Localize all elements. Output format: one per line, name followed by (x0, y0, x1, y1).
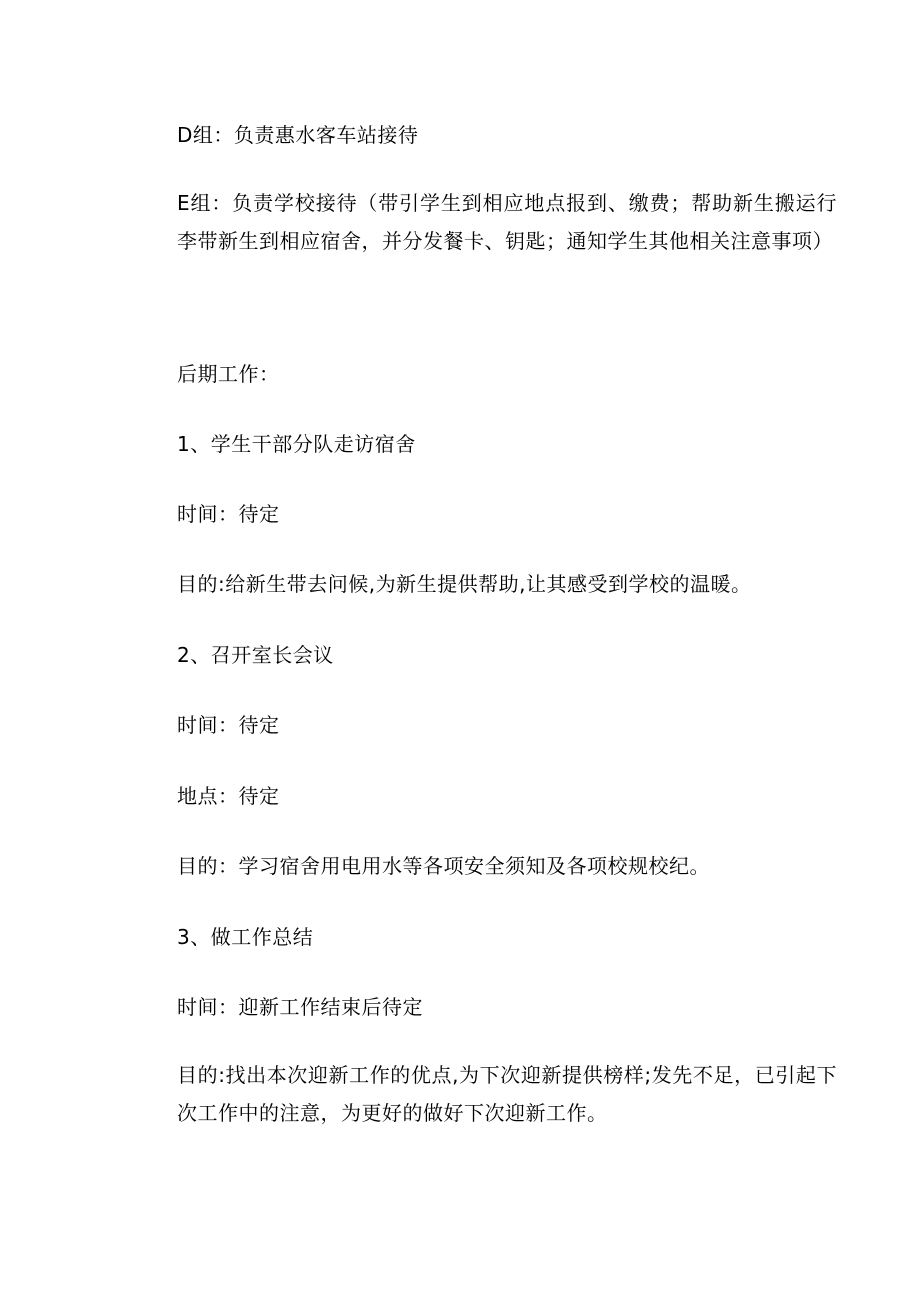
paragraph-group-d: D组：负责惠水客车站接待 (177, 123, 419, 147)
item-2-location: 地点：待定 (177, 784, 280, 808)
item-2-title: 2、召开室长会议 (177, 643, 334, 667)
item-1-purpose: 目的:给新生带去问候,为新生提供帮助,让其感受到学校的温暖。 (177, 572, 752, 596)
item-1-title: 1、学生干部分队走访宿舍 (177, 432, 416, 456)
item-3-title: 3、做工作总结 (177, 925, 314, 949)
section-heading-later-work: 后期工作： (177, 362, 280, 386)
item-2-purpose: 目的：学习宿舍用电用水等各项安全须知及各项校规校纪。 (177, 854, 710, 878)
item-3-purpose: 目的:找出本次迎新工作的优点,为下次迎新提供榜样;发先不足，已引起下次工作中的注意，为更好的做好下次迎新工作。 (177, 1063, 837, 1125)
item-2-time: 时间：待定 (177, 713, 280, 737)
item-1-time: 时间：待定 (177, 502, 280, 526)
paragraph-group-e: E组：负责学校接待（带引学生到相应地点报到、缴费；帮助新生搬运行李带新生到相应宿舍，并分发餐卡、钥匙；通知学生其他相关注意事项） (177, 191, 837, 253)
item-3-time: 时间：迎新工作结束后待定 (177, 995, 423, 1019)
